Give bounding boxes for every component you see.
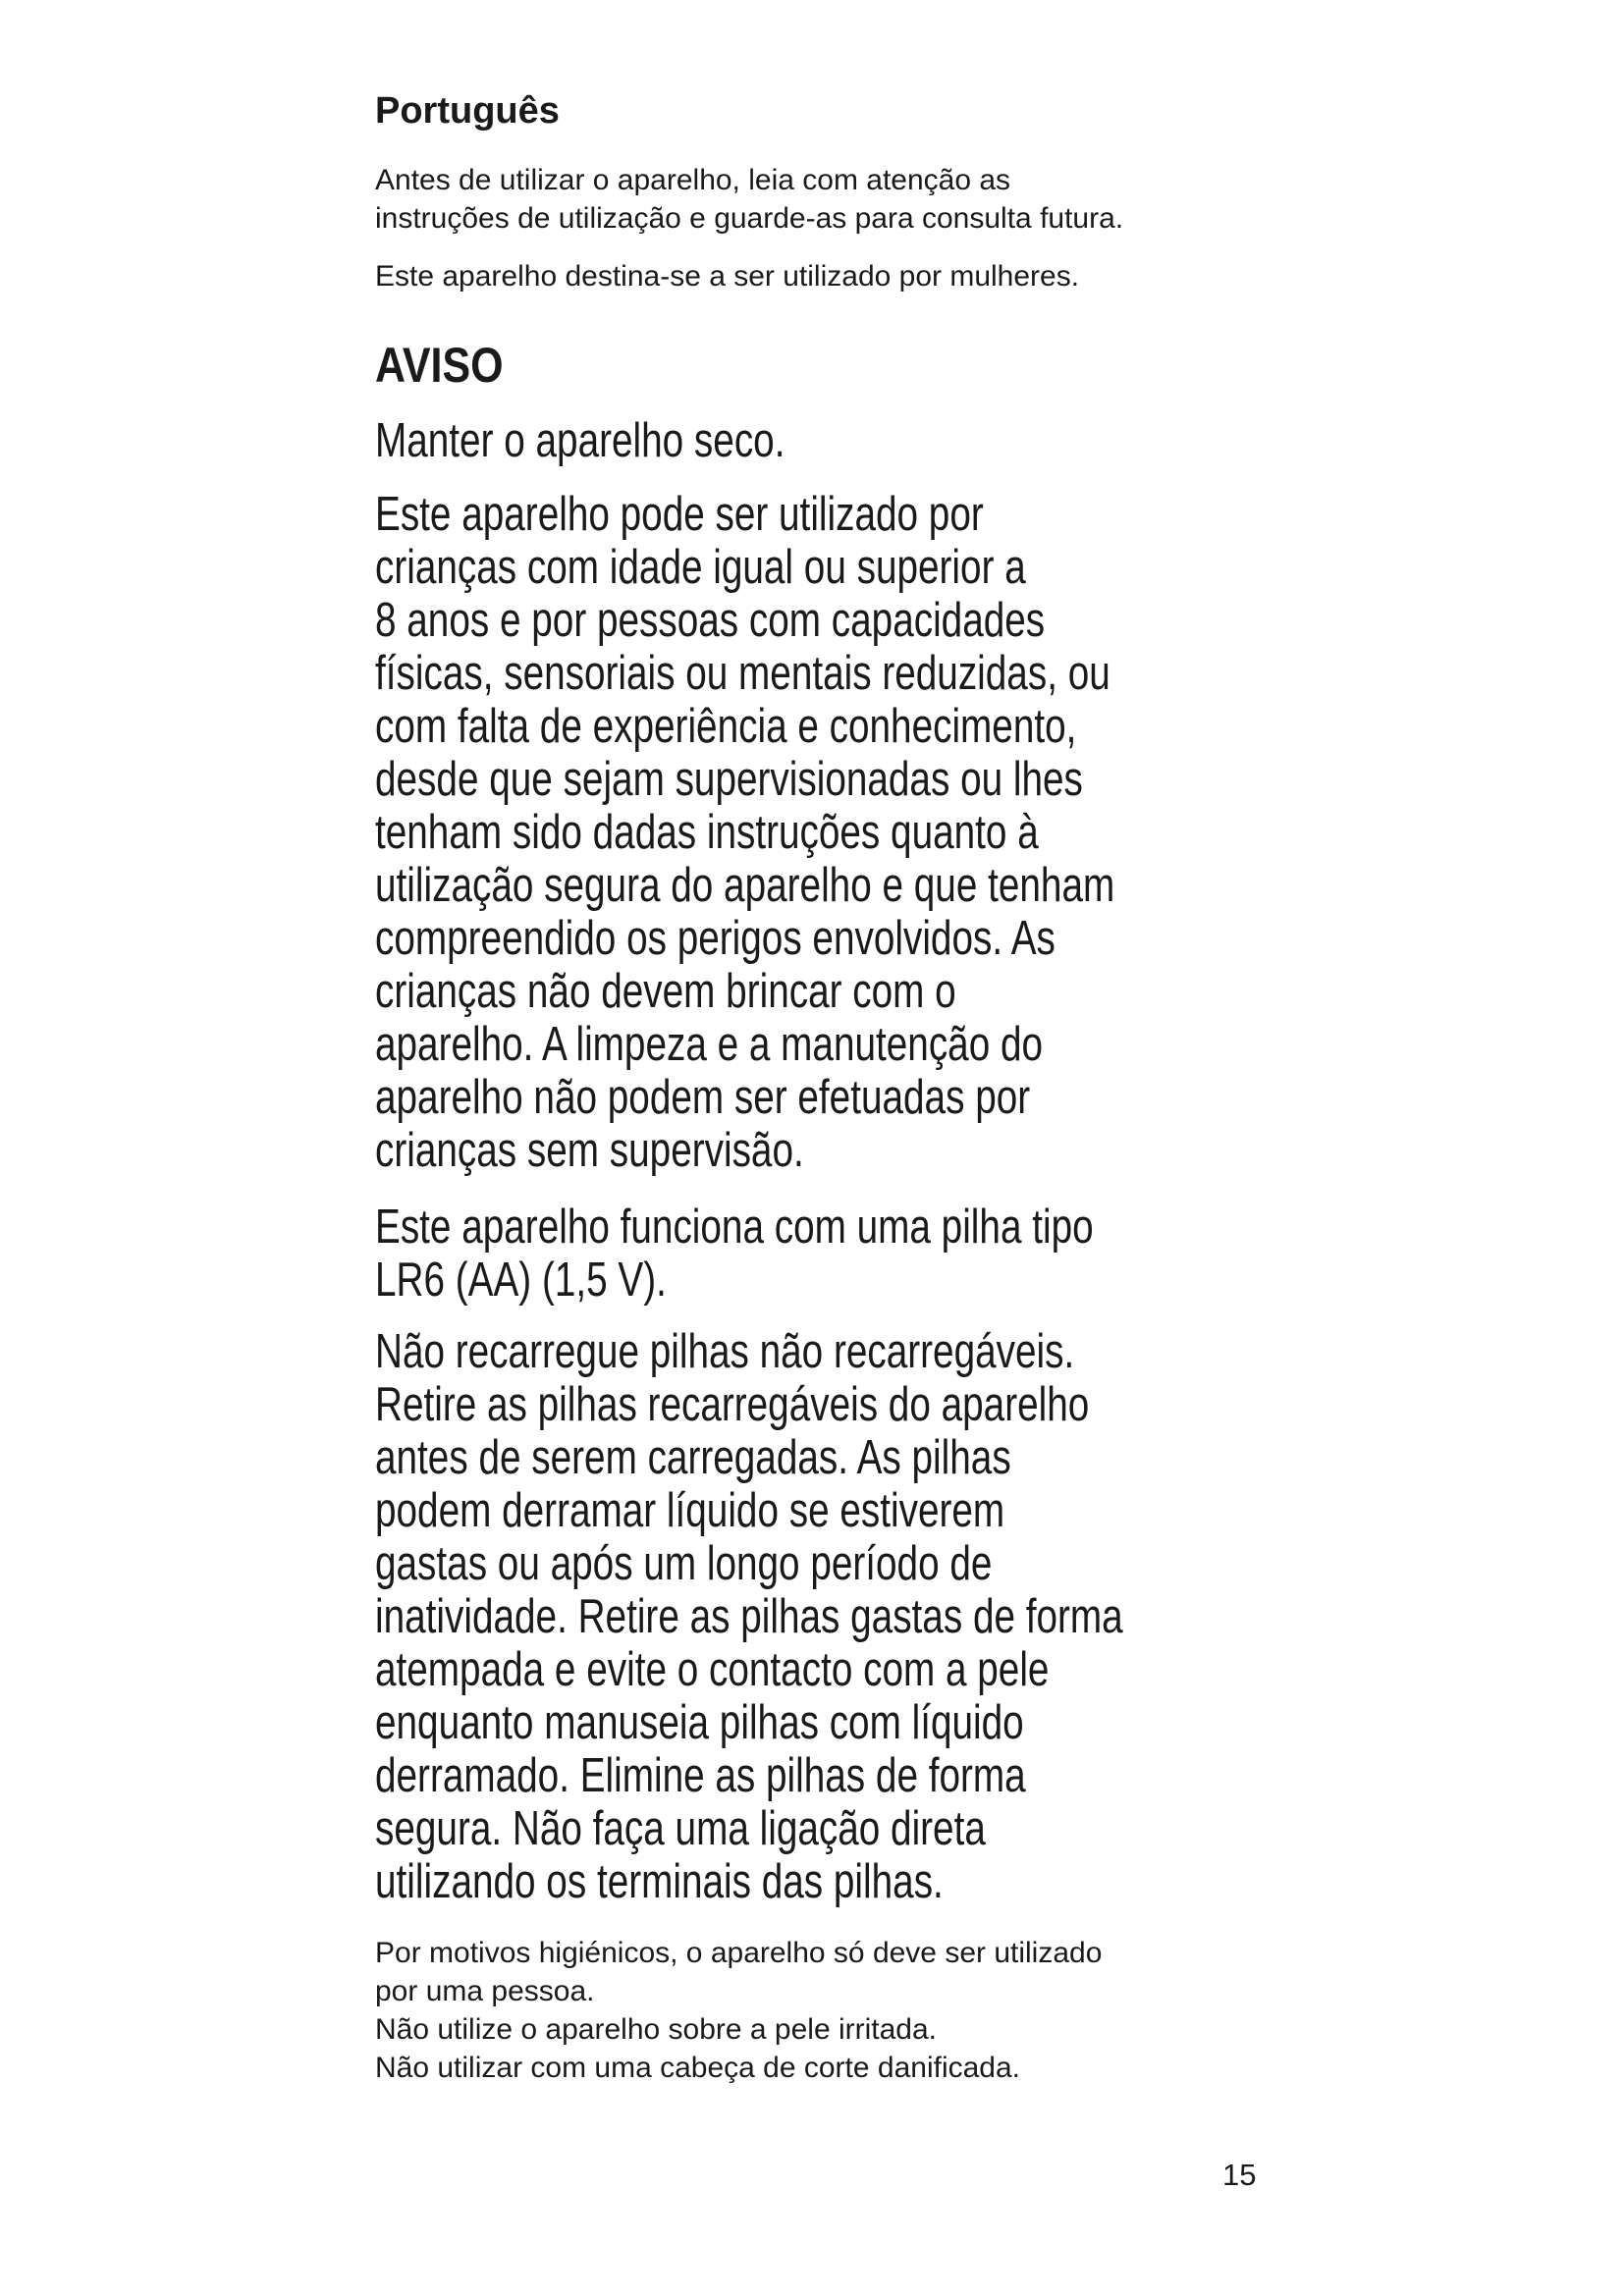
warning-battery-handling: Não recarregue pilhas não recarregáveis. Retire as pilhas recarregáveis do aparelho antes de serem carregadas. As pilhas podem derramar líquido se estiverem gastas ou após um longo período de inatividade. Retire as pilhas gastas de forma atempada e evite o contacto com a pele enquanto manuseia pilhas com líquido derramado. Elimine as pilhas de forma segura. Não faça uma ligação direta utilizando os terminais das pilhas. [375,1325,1123,1908]
intro-paragraph-intended-use: Este aparelho destina-se a ser utilizado por mulheres. [375,260,1080,293]
warning-children-supervision: Este aparelho pode ser utilizado por crianças com idade igual ou superior a 8 anos e por pessoas com capacidades físicas, sensoriais ou mentais reduzidas, ou com falta de experiência e conhecimento, desde que sejam supervisionadas ou lhes tenham sido dadas instruções quanto à utilização segura do aparelho e que tenham compreendido os perigos envolvidos. As crianças não devem brincar com o aparelho. A limpeza e a manutenção do aparelho não podem ser efetuadas por crianças sem supervisão. [375,488,1115,1177]
hygiene-notes: Por motivos higiénicos, o aparelho só deve ser utilizado por uma pessoa. Não utilize o aparelho sobre a pele irritada. Não utilizar com uma cabeça de corte danificada. [375,1937,1103,2084]
language-heading: Português [375,90,560,132]
intro-paragraph-instructions: Antes de utilizar o aparelho, leia com atenção as instruções de utilização e guarde-as para consulta futura. [375,164,1124,235]
warning-battery-type: Este aparelho funciona com uma pilha tipo LR6 (AA) (1,5 V). [375,1201,1094,1307]
page-number: 15 [1222,2158,1257,2192]
warning-heading: AVISO [375,338,504,393]
warning-keep-dry: Manter o aparelho seco. [375,414,785,467]
